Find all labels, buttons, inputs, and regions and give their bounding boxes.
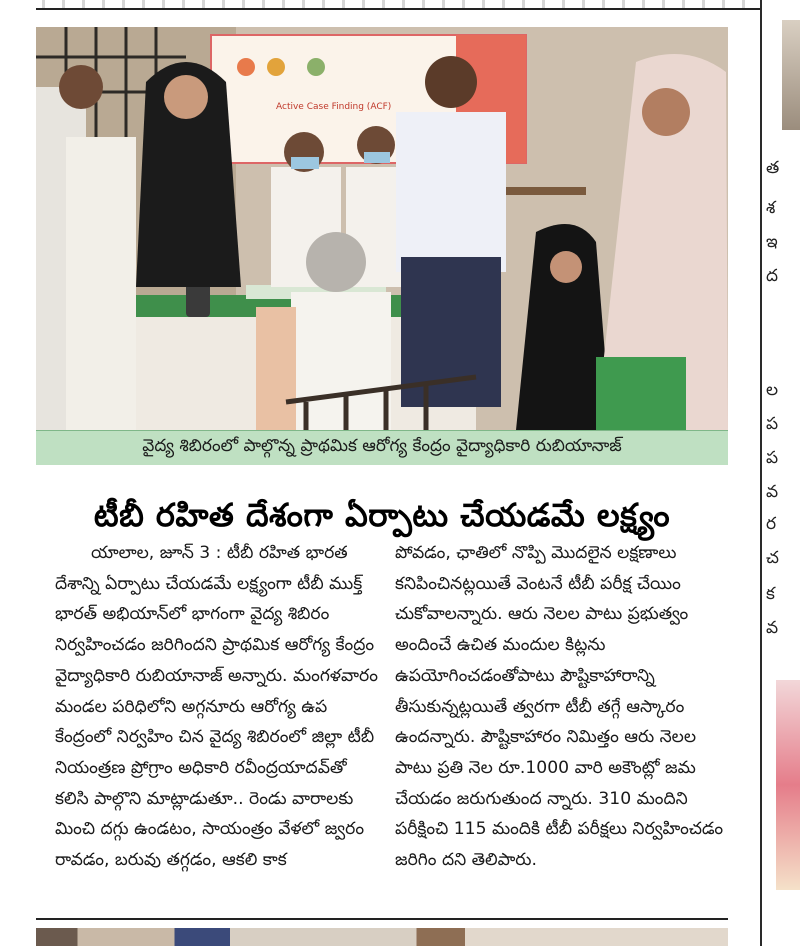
photo-caption: వైద్య శిబిరంలో పాల్గొన్న ప్రాథమిక ఆరోగ్య కేంద్రం వైద్యాధికారి రుబియానాజ్ — [36, 430, 728, 465]
neighbor-text-fragment: ర — [766, 514, 777, 534]
banner-text: Active Case Finding (ACF) — [276, 102, 392, 112]
neighbor-column — [760, 0, 800, 946]
article-photo — [36, 27, 728, 430]
top-rule — [36, 8, 768, 10]
neighbor-text-fragment: ద — [766, 266, 779, 286]
neighbor-text-fragment: క — [766, 584, 775, 604]
article-paragraph: యాలాల, జూన్ 3 : టీబీ రహిత భారత దేశాన్ని ఏర్పాటు చేయడమే లక్ష్యంగా టీబీ ముక్త్ భారత్ అభియాన్‌లో భాగంగా వైద్య శిబిరం నిర్వహించడం జరిగిందని ప్రాథమిక ఆరోగ్య కేంద్రం వైద్యాధికారి రుబియానాజ్ అన్నారు. మంగళవారం మండల పరిధిలోని అగ్గనూరు ఆరోగ్య ఉప కేంద్రంలో నిర్వహిం చిన వైద్య శిబిరంలో జిల్లా టీబీ నియంత్రణ ప్రోగ్రాం అధికారి రవీంద్రయాదవ్‌తో కలిసి పాల్గొని మాట్లాడుతూ.. రెండు వారాలకు మించి దగ్గు ఉండటం, సాయంత్రం వేళలో జ్వరం రావడం, బరువు తగ్గడం, ఆకలి కాక — [55, 543, 378, 871]
neighbor-photo-fragment — [782, 20, 800, 130]
neighbor-text-fragment: త — [766, 158, 780, 178]
neighbor-text-fragment: ప — [766, 448, 779, 468]
neighbor-text-fragment: వ — [766, 618, 779, 638]
neighbor-text-fragment: చ — [766, 548, 779, 568]
article-column-right — [395, 538, 730, 876]
article-paragraph: పోవడం, ఛాతిలో నొప్పి మొదలైన లక్షణాలు కనిపించినట్లయితే వెంటనే టీబీ పరీక్ష చేయిం చుకోవాలన్నారు. ఆరు నెలల పాటు ప్రభుత్వం అందించే ఉచిత మందుల కిట్లను ఉపయోగించడంతోపాటు పౌష్టికాహారాన్ని తీసుకున్నట్లయితే త్వరగా టీబీ తగ్గే ఆస్కారం ఉందన్నారు. పౌష్టికాహారం నిమిత్తం ఆరు నెలల పాటు ప్రతి నెల రూ.1000 వారి అకౌంట్లో జమ చేయడం జరుగుతుంద న్నారు. 310 మందిని పరీక్షించి 115 మందికి టీబీ పరీక్షలు నిర్వహించడం జరిగిం దని తెలిపారు. — [395, 543, 724, 871]
neighbor-text-fragment: ల — [766, 380, 779, 400]
article-column-left — [55, 538, 380, 876]
next-article-photo-fragment — [36, 928, 728, 946]
article-body — [55, 538, 730, 913]
headline: టీబీ రహిత దేశంగా ఏర్పాటు చేయడమే లక్ష్యం — [93, 496, 671, 535]
neighbor-photo-fragment — [776, 680, 800, 890]
neighbor-text-fragment: శ — [766, 198, 776, 218]
previous-article-fragment — [36, 0, 768, 8]
neighbor-text-fragment: ఇ — [766, 232, 778, 252]
neighbor-text-fragment: వ — [766, 482, 779, 502]
bottom-rule — [36, 918, 728, 920]
neighbor-text-fragment: ప — [766, 414, 779, 434]
